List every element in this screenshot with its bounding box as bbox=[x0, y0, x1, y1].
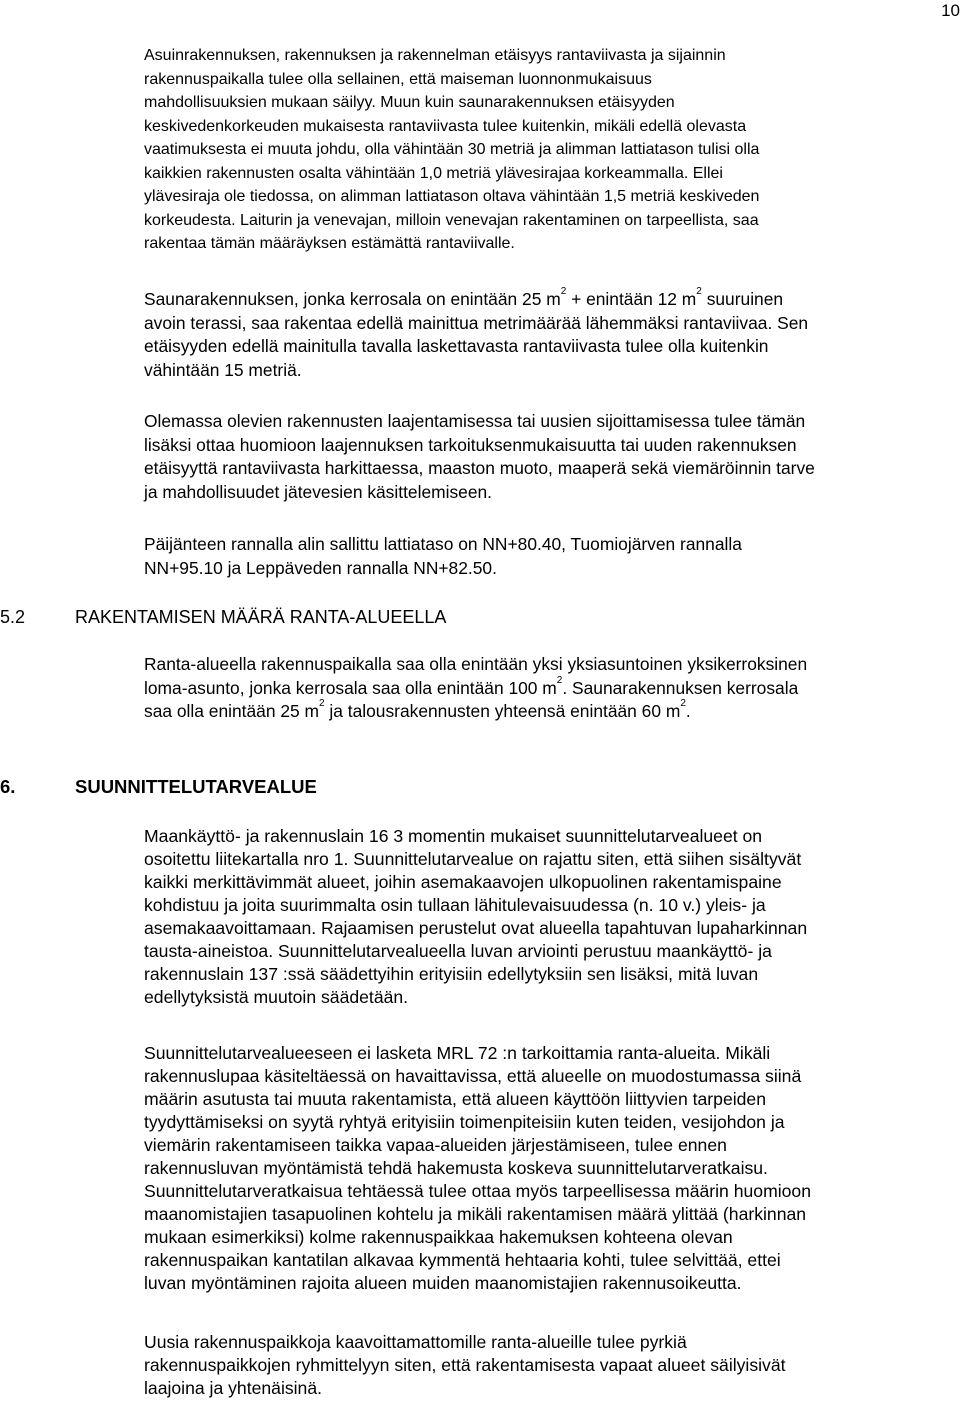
text-line: Olemassa olevien rakennusten laajentamisessa tai uusien sijoittamisessa tulee tämän bbox=[144, 411, 806, 431]
text-line: lisäksi ottaa huomioon laajennuksen tarkoituksenmukaisuutta tai uuden rakennuksen bbox=[144, 434, 797, 455]
text-line: Maankäyttö- ja rakennuslain 16 3 momentin mukaiset suunnittelutarvealueet on bbox=[144, 826, 763, 846]
text-line: mukaan esimerkiksi) kolme rakennuspaikkaa hakemuksen kohteena olevan bbox=[144, 1227, 733, 1247]
text-line: rakentaa tämän määräyksen estämättä rantaviivalle. bbox=[144, 235, 515, 252]
text-line: Päijänteen rannalla alin sallittu lattiataso on NN+80.40, Tuomiojärven rannalla bbox=[144, 534, 742, 554]
section-number: 6. bbox=[0, 776, 16, 797]
text-line: luvan myöntäminen rajoita alueen muiden maanomistajien rakennusoikeutta. bbox=[144, 1273, 742, 1293]
text-line: etäisyyden edellä mainitulla tavalla laskettavasta rantaviivasta tulee olla kuitenkin bbox=[144, 336, 769, 356]
text-line: kaikki merkittävimmät alueet, joihin asemakaavojen ulkopuolinen rakentamispaine bbox=[144, 872, 782, 892]
text-line: keskivedenkorkeuden mukaisesta rantaviivasta tulee kuitenkin, mikäli edellä olevasta bbox=[144, 117, 747, 135]
section-number: 5.2 bbox=[0, 607, 26, 627]
text-line: saa olla enintään 25 $m^2$ ja talousrakennusten yhteensä enintään 60 $m^2$. bbox=[144, 698, 691, 721]
text-line: etäisyyttä rantaviivasta harkittaessa, maaston muoto, maaperä sekä viemäröinnin tarve bbox=[144, 458, 815, 478]
paragraph-building-amount bbox=[144, 653, 956, 724]
text-line: viemärin rakentamiseen taikka vapaa-alueiden järjestämiseen, tulee ennen bbox=[144, 1135, 727, 1155]
paragraph-shoreline-distance bbox=[144, 44, 956, 256]
paragraph-new-building-sites bbox=[144, 1331, 956, 1400]
text-line: Suunnittelutarvealueeseen ei lasketa MRL 72 :n tarkoittamia ranta-alueita. Mikäli bbox=[144, 1043, 771, 1063]
section-title: RAKENTAMISEN MÄÄRÄ RANTA-ALUEELLA bbox=[75, 607, 447, 627]
text-line: Ranta-alueella rakennuspaikalla saa olla enintään yksi yksiasuntoinen yksikerroksinen bbox=[144, 654, 808, 674]
paragraph-planning-need-area bbox=[144, 825, 956, 1009]
text-line: Asuinrakennuksen, rakennuksen ja rakennelman etäisyys rantaviivasta ja sijainnin bbox=[144, 47, 726, 64]
text-line: maanomistajien tasapuolinen kohtelu ja mikäli rakentamisen määrä ylittää (harkinnan bbox=[144, 1204, 807, 1224]
text-line: vaatimuksesta ei muuta johdu, olla vähintään 30 metriä ja alimman lattiatason tulisi olla bbox=[144, 141, 760, 158]
text-line: kohdistuu ja joita suurimmalta osin tullaan lähitulevaisuudessa (n. 10 v.) yleis- ja bbox=[144, 895, 766, 915]
text-line: rakennuspaikalla tulee olla sellainen, että maiseman luonnonmukaisuus bbox=[144, 70, 652, 88]
section-heading-6 bbox=[0, 775, 317, 799]
section-title: SUUNNITTELUTARVEALUE bbox=[75, 776, 317, 797]
text-line: kaikkien rakennusten osalta vähintään 1,0 metriä ylävesirajaa korkeammalla. Ellei bbox=[144, 164, 723, 182]
text-line: NN+95.10 ja Leppäveden rannalla NN+82.50. bbox=[144, 557, 497, 578]
text-line: tausta-aineistoa. Suunnittelutarvealueella luvan arviointi perustuu maankäyttö- ja bbox=[144, 941, 772, 961]
text-line: rakennusluvan myöntämistä tehdä hakemusta koskeva suunnittelutarveratkaisu. bbox=[144, 1158, 768, 1178]
page-number: 10 bbox=[941, 1, 960, 20]
text-line: asemakaavoittamaan. Rajaamisen perustelut ovat alueella tapahtuvan lupaharkinnan bbox=[144, 918, 808, 938]
paragraph-floor-levels bbox=[144, 533, 956, 580]
text-line: ja mahdollisuudet jätevesien käsittelemiseen. bbox=[144, 481, 493, 502]
text-line: avoin terassi, saa rakentaa edellä mainittua metrimäärää lähemmäksi rantaviivaa. Sen bbox=[144, 312, 809, 333]
text-line: ylävesiraja ole tiedossa, on alimman lattiatason oltava vähintään 1,5 metriä keskiveden bbox=[144, 188, 760, 205]
text-line: loma-asunto, jonka kerrosala saa olla enintään 100 $m^2$. Saunarakennuksen kerrosala bbox=[144, 674, 799, 698]
text-line: rakennuslupaa käsiteltäessä on havaittavissa, että alueelle on muodostumassa siinä bbox=[144, 1066, 802, 1086]
text-line: rakennuspaikan kantatilan alkavaa kymmentä hehtaaria kohti, tulee selvittää, ettei bbox=[144, 1250, 781, 1270]
paragraph-existing-buildings bbox=[144, 410, 956, 504]
section-heading-5-2 bbox=[0, 605, 446, 629]
text-line: Uusia rakennuspaikkoja kaavoittamattomille ranta-alueille tulee pyrkiä bbox=[144, 1332, 687, 1352]
text-line: mahdollisuuksien mukaan säilyy. Muun kuin saunarakennuksen etäisyyden bbox=[144, 94, 675, 111]
text-line: osoitettu liitekartalla nro 1. Suunnittelutarvealue on rajattu siten, että siihen sisältyvät bbox=[144, 849, 802, 869]
text-line: edellytyksistä muutoin säädetään. bbox=[144, 987, 409, 1007]
paragraph-sauna-building bbox=[144, 288, 956, 382]
text-line: vähintään 15 metriä. bbox=[144, 359, 302, 380]
text-line: määrin asutusta tai muuta rakentamista, että alueen käyttöön liittyvien tarpeiden bbox=[144, 1089, 766, 1109]
text-line: rakennuslain 137 :ssä säädettyihin erityisiin edellytyksiin sen lisäksi, mitä luvan bbox=[144, 964, 759, 984]
text-line: rakennuspaikkojen ryhmittelyyn siten, että rakentamisesta vapaat alueet säilyisivät bbox=[144, 1355, 786, 1375]
text-line: Suunnittelutarveratkaisua tehtäessä tulee ottaa myös tarpeellisessa määrin huomioon bbox=[144, 1181, 811, 1201]
paragraph-shore-areas-excluded bbox=[144, 1042, 956, 1295]
text-line: laajoina ja yhtenäisinä. bbox=[144, 1378, 323, 1398]
text-line: Saunarakennuksen, jonka kerrosala on enintään 25 $m^2$ + enintään 12 $m^2$ suuruinen bbox=[144, 286, 784, 309]
text-line: tyydyttämiseksi on syytä ryhtyä erityisiin toimenpiteisiin kuten teiden, vesijohdon ja bbox=[144, 1112, 785, 1132]
text-line: korkeudesta. Laiturin ja venevajan, milloin venevajan rakentaminen on tarpeellista, saa bbox=[144, 211, 759, 229]
